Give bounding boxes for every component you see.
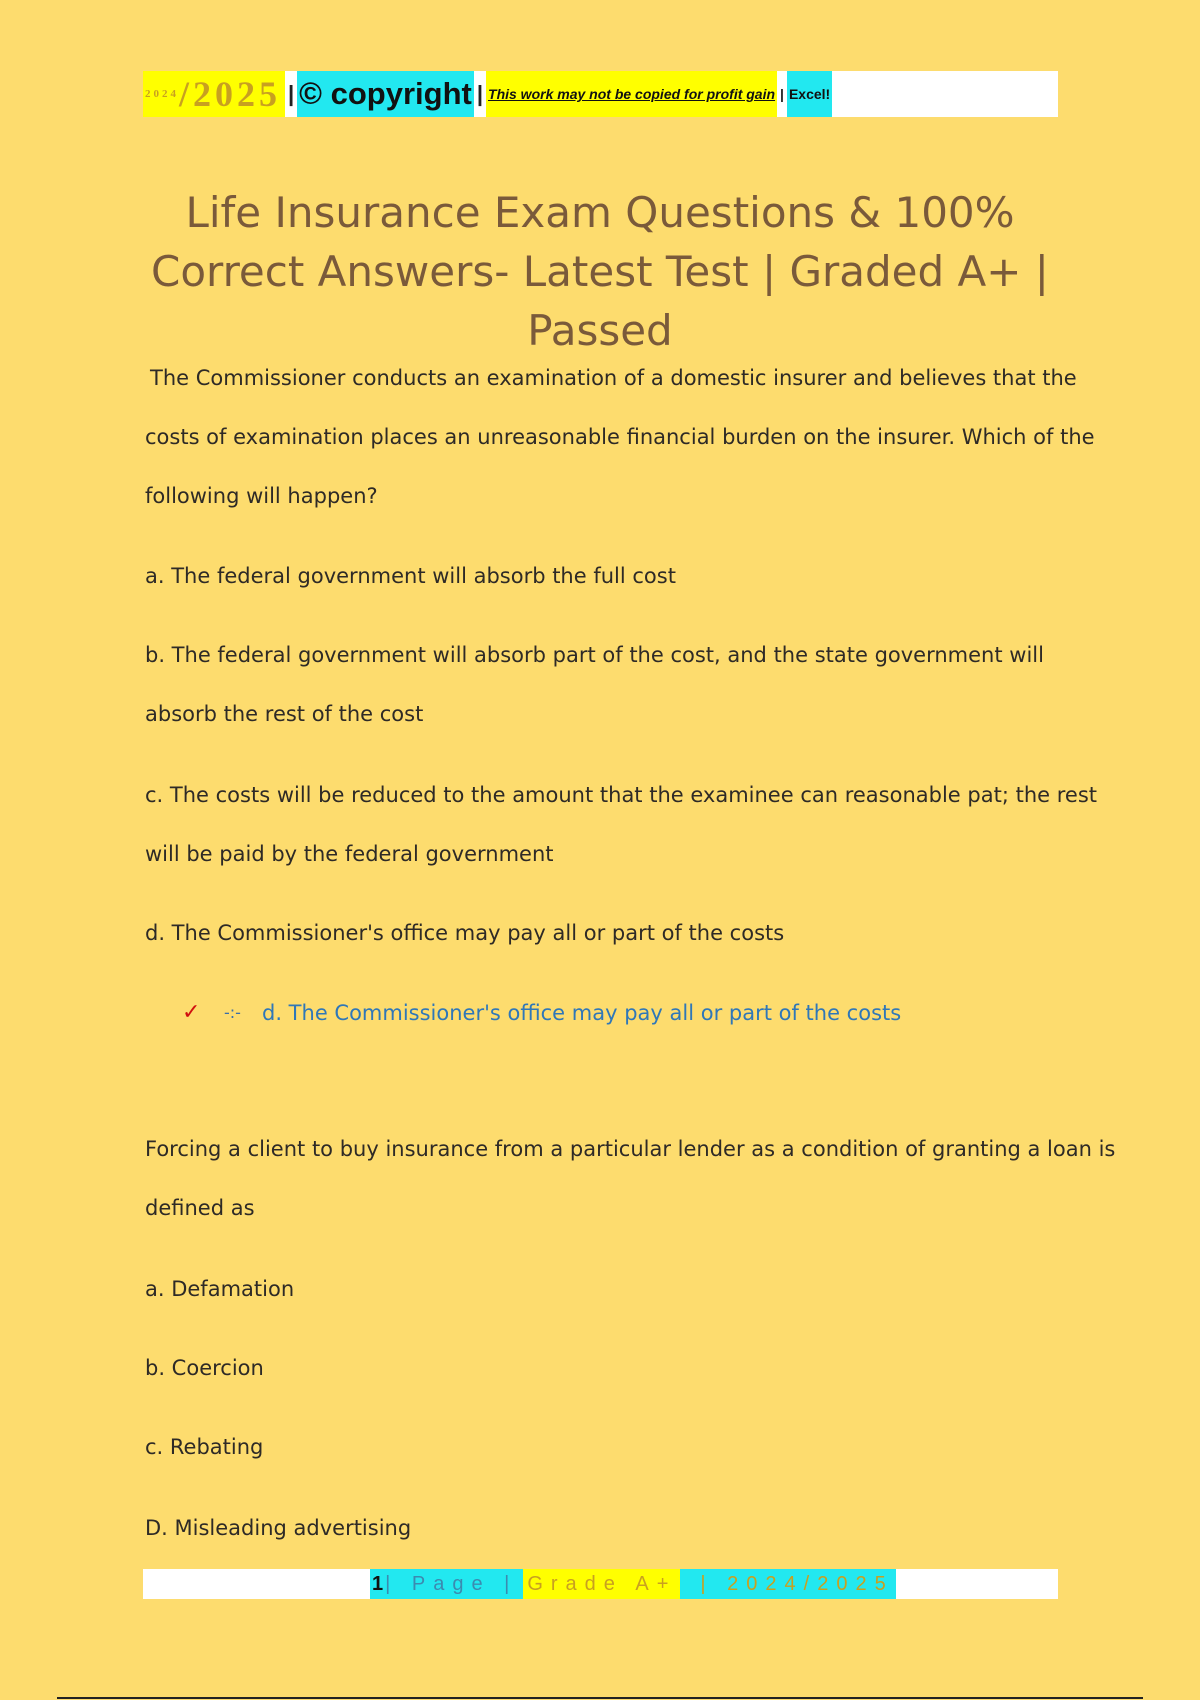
header-year-big: /2025 <box>179 74 282 114</box>
header-copyright: © copyright <box>297 71 474 117</box>
footer-banner <box>143 1569 1058 1599</box>
header-year-small: 2024 <box>145 88 179 100</box>
question-1-option-c-line: will be paid by the federal government <box>145 842 554 866</box>
document-title <box>150 183 1050 360</box>
question-1-option-c-line: c. The costs will be reduced to the amount that the examinee can reasonable pat; the rest <box>145 783 1097 807</box>
bottom-divider <box>57 1697 1143 1699</box>
header-separator: | <box>288 81 295 106</box>
footer-page-label: | Page | <box>385 1569 523 1599</box>
question-1-answer <box>182 1000 901 1025</box>
answer-text: d. The Commissioner's office may pay all or part of the costs <box>262 1000 902 1025</box>
title-line-2: Correct Answers- Latest Test | Graded A+ | <box>151 247 1049 296</box>
footer-grade: Grade A+ <box>523 1569 680 1599</box>
footer-content <box>370 1569 896 1599</box>
header-year <box>143 71 285 117</box>
question-1-option-a: a. The federal government will absorb the full cost <box>145 564 676 588</box>
footer-year: | 2024/2025 <box>680 1569 895 1599</box>
header-excel: Excel! <box>787 71 832 117</box>
checkmark-icon: ✓ <box>182 1000 201 1025</box>
header-notice: This work may not be copied for profit gain <box>486 71 777 117</box>
question-2-option-b: b. Coercion <box>145 1356 264 1380</box>
question-1-option-d: d. The Commissioner's office may pay all or part of the costs <box>145 921 785 945</box>
question-1-text-line: The Commissioner conducts an examination of a domestic insurer and believes that the <box>150 366 1077 390</box>
question-2-option-c: c. Rebating <box>145 1435 264 1459</box>
header-separator: | <box>780 86 784 102</box>
question-2-option-a: a. Defamation <box>145 1277 295 1301</box>
footer-page-number: 1 <box>370 1569 385 1599</box>
header-separator: | <box>476 81 484 106</box>
answer-marker: -:- <box>224 1003 241 1022</box>
question-1-option-b-line: b. The federal government will absorb part of the cost, and the state government will <box>145 643 1044 667</box>
question-2-option-d: D. Misleading advertising <box>145 1516 412 1540</box>
title-line-3: Passed <box>527 306 673 355</box>
question-1-option-b-line: absorb the rest of the cost <box>145 702 424 726</box>
question-1-text-line: following will happen? <box>145 484 378 508</box>
title-line-1: Life Insurance Exam Questions & 100% <box>185 188 1015 237</box>
header-banner <box>143 71 1058 117</box>
question-2-text-line: defined as <box>145 1196 255 1220</box>
question-1-text-line: costs of examination places an unreasonable financial burden on the insurer. Which of the <box>145 425 1095 449</box>
question-2-text-line: Forcing a client to buy insurance from a particular lender as a condition of granting a loan is <box>145 1137 1116 1161</box>
